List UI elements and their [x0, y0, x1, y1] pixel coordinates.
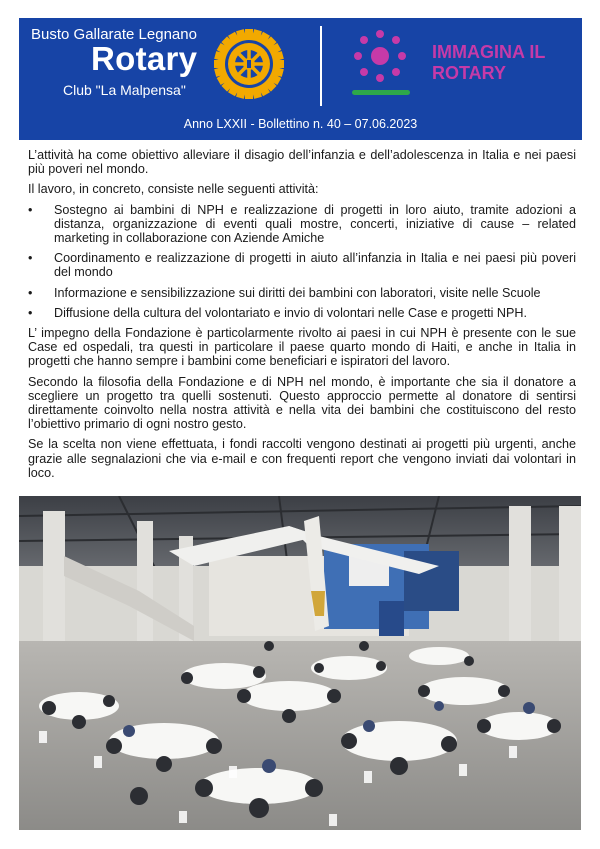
scelta-paragraph: Se la scelta non viene effettuata, i fondi raccolti vengono destinati ai progetti più urgenti, anche grazie alle segnalazioni che via e-mail e con frequenti report che vengono inviati dai volontari in loco.	[28, 437, 576, 480]
list-item: • Sostegno ai bambini di NPH e realizzazione di progetti in loro aiuto, tramite adozioni a distanza, organizzazione di eventi quali mostre, concerti, iniziative di cause – related marketing in collaborazione con Aziende Amiche	[28, 203, 576, 246]
theme-title-line1: IMMAGINA IL	[432, 42, 546, 62]
club-subtitle: Club "La Malpensa"	[63, 82, 186, 98]
theme-title-line2: ROTARY	[432, 63, 506, 83]
event-photo-icon	[19, 496, 581, 830]
activities-list	[28, 203, 576, 320]
event-photo	[19, 496, 581, 830]
article-body	[28, 148, 576, 486]
header-divider	[320, 26, 322, 106]
list-item: • Diffusione della cultura del volontariato e invio di volontari nelle Case e progetti NPH.	[28, 306, 576, 320]
header-banner	[19, 18, 582, 140]
rotary-wheel-icon	[213, 28, 285, 100]
impegno-paragraph: L’ impegno della Fondazione è particolarmente rivolto ai paesi in cui NPH è presente con le sue Case ed ospedali, tra questi in particolare il paese quarto mondo di Haiti, e anche in Italia in progetti che hanno sempre i bambini come beneficiari e ispiratori del lavoro.	[28, 326, 576, 369]
club-name: Rotary	[91, 40, 198, 77]
intro-paragraph: L’attività ha come obiettivo alleviare il disagio dell’infanzia e dell’adolescenza in Italia e nei paesi più poveri nel mondo.	[28, 148, 576, 177]
work-intro-paragraph: Il lavoro, in concreto, consiste nelle seguenti attività:	[28, 182, 319, 197]
list-item: • Coordinamento e realizzazione di progetti in aiuto all’infanzia in Italia e nei paesi più poveri del mondo	[28, 251, 576, 279]
filosofia-paragraph: Secondo la filosofia della Fondazione e di NPH nel mondo, è importante che sia il donatore a scegliere un progetto tra quelli sostenuti. Questo approccio permette al donatore di sentirsi direttamente coinvolto nella nostra attività e nella vita dei bambini che costituiscono del resto l’obiettivo primario di ogni nostro gesto.	[28, 374, 576, 432]
bulletin-issue: Anno LXXII - Bollettino n. 40 – 07.06.2023	[183, 117, 418, 131]
club-location: Busto Gallarate Legnano	[31, 26, 197, 43]
list-item: • Informazione e sensibilizzazione sui diritti dei bambini con laboratori, visite nelle Scuole	[28, 286, 576, 300]
imagina-burst-icon	[347, 26, 413, 102]
